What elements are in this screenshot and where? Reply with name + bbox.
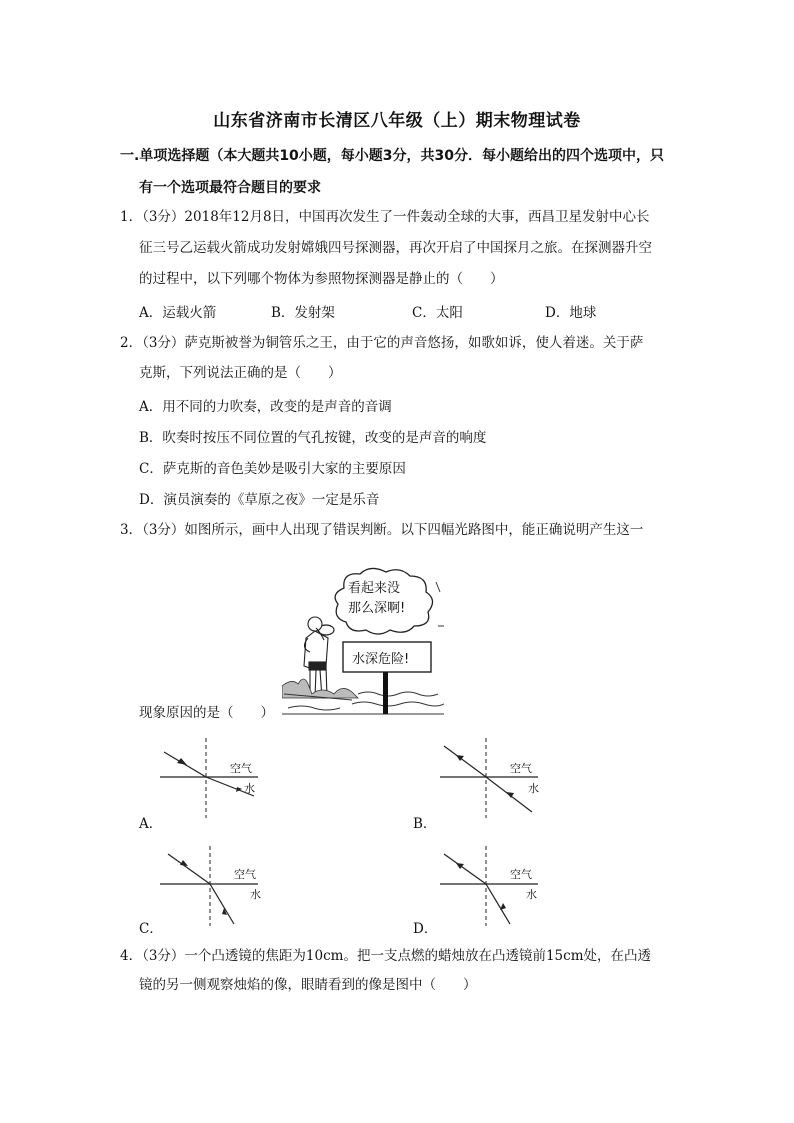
air-label-d: 空气 [510,868,532,881]
question-3-option-c[interactable]: C． [139,921,163,937]
water-label-b: 水 [528,782,539,795]
section-heading-line1: 一.单项选择题（本大题共10小题，每小题3分，共30分．每小题给出的四个选项中，只 [120,148,665,164]
page-title: 山东省济南市长清区八年级（上）期末物理试卷 [213,111,581,131]
question-2-line1: 2．（3分）萨克斯被誉为铜管乐之王，由于它的声音悠扬，如歌如诉，使人着迷。关于萨 [120,335,644,351]
question-1-line1: 1．（3分）2018年12月8日，中国再次发生了一件轰动全球的大事，西昌卫星发射中心长 [120,209,650,225]
air-label-b: 空气 [510,762,532,775]
air-label-a: 空气 [230,762,252,775]
ray-diagram-d [440,846,542,926]
question-1-option-d[interactable]: D．地球 [545,305,597,321]
question-4-line2: 镜的另一侧观察烛焰的像，眼睛看到的像是图中（ ） [139,977,477,993]
question-4-line1: 4．（3分）一个凸透镜的焦距为10cm。把一支点燃的蜡烛放在凸透镜前15cm处，在凸透 [120,948,652,964]
air-label-c: 空气 [234,868,256,881]
ray-diagram-a [160,738,262,818]
ray-diagram-c [160,846,262,926]
question-2-option-a[interactable]: A．用不同的力吹奏，改变的是声音的音调 [139,399,392,415]
thought-bubble-line1: 看起来没 [348,581,401,596]
question-3-illustration [282,566,444,716]
question-2-option-c[interactable]: C．萨克斯的音色美妙是吸引大家的主要原因 [139,461,406,477]
question-3-line2: 现象原因的是（ ） [139,705,274,721]
section-heading-line2: 有一个选项最符合题目的要求 [139,180,321,196]
water-label-d: 水 [526,888,537,901]
question-2-line2: 克斯，下列说法正确的是（ ） [139,365,342,381]
question-3-line1: 3．（3分）如图所示，画中人出现了错误判断。以下四幅光路图中，能正确说明产生这一 [120,522,644,538]
question-1-option-a[interactable]: A．运载火箭 [139,305,217,321]
question-1-line3: 的过程中，以下列哪个物体为参照物探测器是静止的（ ） [139,271,504,287]
question-3-option-b[interactable]: B． [413,816,437,832]
question-3-option-d[interactable]: D． [413,921,438,937]
warning-sign-text: 水深危险! [352,652,410,667]
water-label-c: 水 [250,888,261,901]
question-1-line2: 征三号乙运载火箭成功发射嫦娥四号探测器，再次开启了中国探月之旅。在探测器升空 [139,240,652,256]
question-1-option-c[interactable]: C．太阳 [412,305,463,321]
question-2-option-d[interactable]: D．演员演奏的《草原之夜》一定是乐音 [139,492,380,508]
water-label-a: 水 [244,782,255,795]
question-1-option-b[interactable]: B．发射架 [271,305,335,321]
question-3-option-a[interactable]: A． [139,816,163,832]
question-2-option-b[interactable]: B．吹奏时按压不同位置的气孔按键，改变的是声音的响度 [139,430,487,446]
thought-bubble-line2: 那么深啊! [348,601,406,616]
ray-diagram-b [440,738,542,818]
